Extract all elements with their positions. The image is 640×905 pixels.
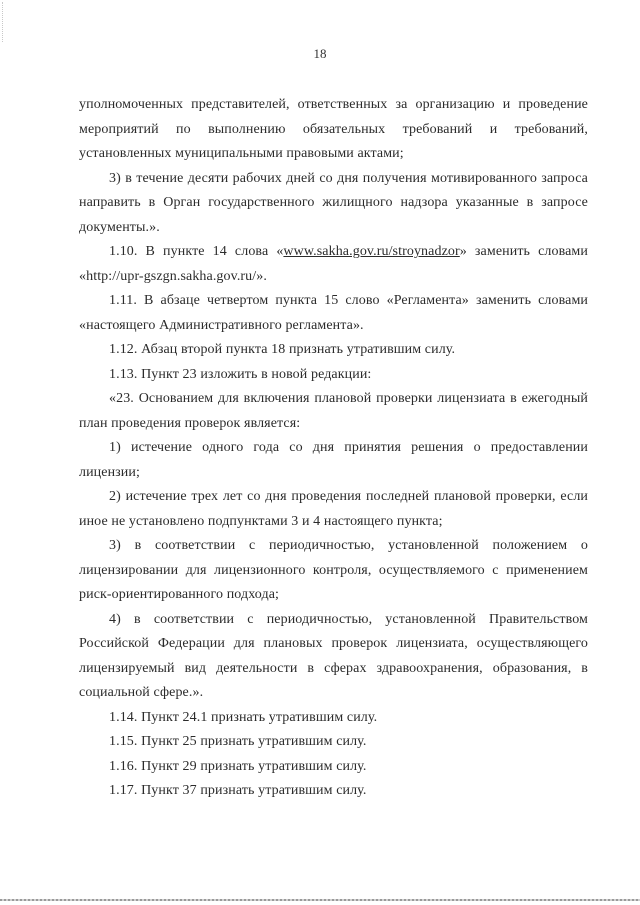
paragraph-23: «23. Основанием для включения плановой проверки лицензиата в ежегодный план проведения проверок является: (79, 391, 588, 431)
paragraph-1-10-before: 1.10. В пункте 14 слова « (109, 244, 284, 259)
paragraph-23-item-2: 2) истечение трех лет со дня проведения последней плановой проверки, если иное не установлено подпунктами 3 и 4 настоящего пункта; (79, 489, 588, 529)
paragraph-1-10 (79, 240, 588, 289)
paragraph-1-14: 1.14. Пункт 24.1 признать утратившим силу. (109, 709, 378, 725)
paragraph-1-16: 1.16. Пункт 29 признать утратившим силу. (109, 758, 367, 774)
document-body (79, 93, 588, 804)
scan-edge-mark (2, 2, 11, 42)
paragraph-23-item-1: 1) истечение одного года со дня принятия решения о предоставлении лицензии; (79, 440, 588, 480)
paragraph-continuation: уполномоченных представителей, ответственных за организацию и проведение мероприятий по выполнению обязательных требований и требований, установленных муниципальными правовыми актами; (79, 97, 588, 161)
paragraph-1-13: 1.13. Пункт 23 изложить в новой редакции: (109, 366, 372, 382)
paragraph-1-17: 1.17. Пункт 37 признать утратившим силу. (109, 783, 367, 798)
scan-bottom-edge (0, 899, 640, 901)
paragraph-item-3: 3) в течение десяти рабочих дней со дня получения мотивированного запроса направить в Орган государственного жилищного надзора указанные в запросе документы.». (79, 170, 588, 235)
url-link[interactable]: www.sakha.gov.ru/stroynadzor (283, 244, 460, 259)
paragraph-23-item-3: 3) в соответствии с периодичностью, установленной положением о лицензировании для лицензионного контроля, осуществляемого с применением риск-ориентированного подхода; (79, 538, 588, 602)
paragraph-1-11: 1.11. В абзаце четвертом пункта 15 слово «Регламента» заменить словами «настоящего Административного регламента». (79, 293, 588, 333)
paragraph-23-item-4: 4) в соответствии с периодичностью, установленной Правительством Российской Федерации для плановых проверок лицензиата, осуществляющего лицензируемый вид деятельности в сферах здравоохранения, образования, в социальной сфере.». (79, 611, 588, 700)
paragraph-1-12: 1.12. Абзац второй пункта 18 признать утратившим силу. (109, 342, 456, 357)
paragraph-1-15: 1.15. Пункт 25 признать утратившим силу. (109, 734, 367, 749)
page-number: 18 (313, 46, 327, 61)
paragraph-1-10-after: » заменить словами «http://upr-gszgn.sakha.gov.ru/». (79, 244, 588, 284)
